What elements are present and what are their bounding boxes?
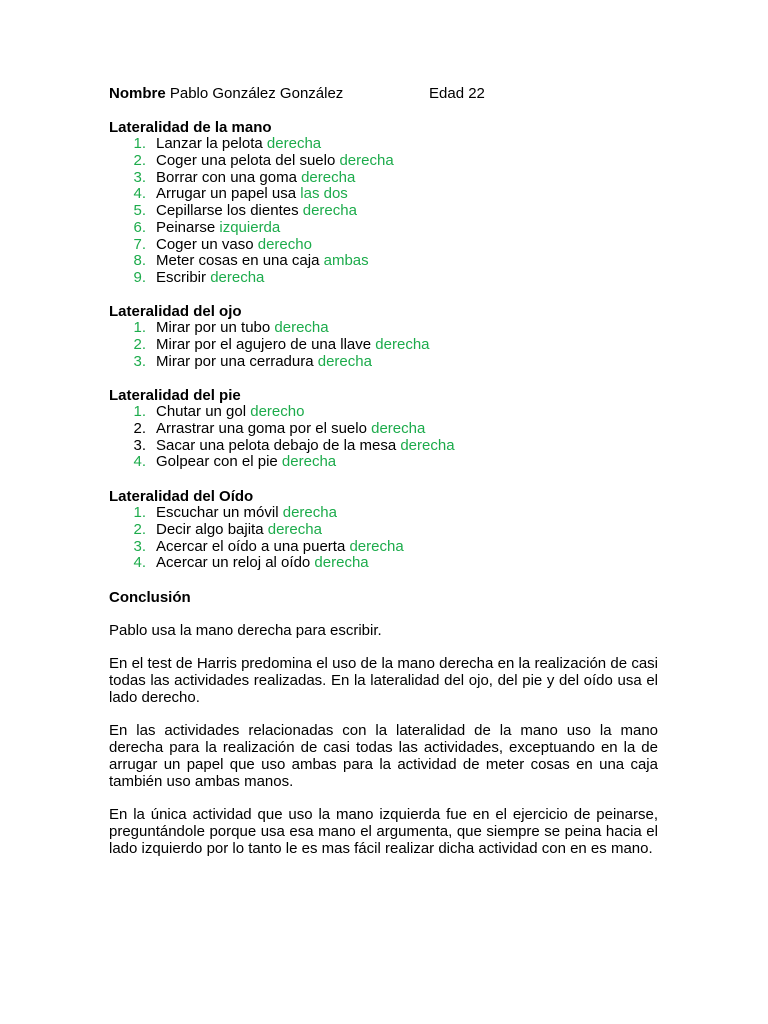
list-item-content (156, 237, 312, 254)
answer-text: izquierda (219, 218, 281, 236)
section-title-mano: Lateralidad de la mano (109, 119, 272, 136)
activity-text: Coger una pelota del suelo (156, 151, 336, 169)
activity-text: Mirar por una cerradura (156, 352, 314, 370)
answer-text: derecha (314, 554, 369, 572)
list-item-number: 3. (133, 436, 146, 454)
activity-text: Lanzar la pelota (156, 135, 263, 152)
list-item-number: 4. (133, 453, 146, 471)
list-item-number: 1. (133, 135, 146, 152)
activity-text: Sacar una pelota debajo de la mesa (156, 436, 397, 454)
list-item-content (156, 404, 304, 421)
list-item-number: 4. (133, 185, 146, 203)
list-item-number: 7. (133, 235, 146, 253)
answer-text: derecha (375, 335, 430, 353)
list-item-number: 3. (133, 537, 146, 555)
list-item-number: 2. (133, 151, 146, 169)
activity-text: Mirar por el agujero de una llave (156, 335, 372, 353)
list-item-number: 2. (133, 520, 146, 538)
list-item-number: 2. (133, 335, 146, 353)
answer-text: derecha (371, 419, 426, 437)
list-item-content (156, 136, 321, 153)
answer-text: derecha (349, 537, 404, 555)
list-item-number: 6. (133, 218, 146, 236)
answer-text: derecha (266, 135, 322, 152)
list-item-content (156, 220, 280, 237)
section-title-pie: Lateralidad del pie (109, 387, 241, 404)
list-item-content (156, 421, 425, 438)
activity-text: Acercar un reloj al oído (156, 554, 311, 572)
activity-text: Golpear con el pie (156, 453, 278, 471)
list-item-content (156, 203, 357, 220)
list-item-number: 5. (133, 202, 146, 219)
list-item-content (156, 555, 369, 572)
list-item-number: 8. (133, 252, 146, 270)
conclusion-paragraph: Pablo usa la mano derecha para escribir. (109, 622, 382, 639)
list-item-content (156, 539, 404, 556)
activity-text: Coger un vaso (156, 235, 254, 253)
list-item-content (156, 270, 264, 287)
answer-text: derecha (274, 319, 329, 336)
list-item-content (156, 438, 455, 455)
answer-text: las dos (300, 185, 348, 203)
header-line (109, 85, 485, 103)
list-item-content (156, 253, 369, 270)
answer-text: derecha (339, 151, 394, 169)
name-label: Nombre (109, 85, 166, 102)
list-item-number: 3. (133, 168, 146, 186)
list-item-content (156, 522, 322, 539)
answer-text: derecha (302, 202, 357, 219)
answer-text: ambas (323, 252, 369, 270)
conclusion-title: Conclusión (109, 589, 191, 606)
list-item-content (156, 505, 337, 522)
section-title-ojo: Lateralidad del ojo (109, 303, 242, 320)
activity-text: Escribir (156, 269, 207, 286)
list-item-content (156, 186, 348, 203)
age-value: Edad 22 (429, 85, 485, 102)
list-item-content (156, 320, 329, 337)
name-value: Pablo González González (169, 85, 344, 102)
activity-text: Acercar el oído a una puerta (156, 537, 346, 555)
list-item-content (156, 337, 430, 354)
list-item-content (156, 354, 372, 371)
activity-text: Cepillarse los dientes (156, 202, 299, 219)
list-item-content (156, 170, 355, 187)
activity-text: Meter cosas en una caja (156, 252, 320, 270)
conclusion-paragraph: En el test de Harris predomina el uso de la mano derecha en la realización de casi todas las actividades realizadas. En la lateralidad del ojo, del pie y del oído usa el lado derecho. (109, 655, 658, 706)
answer-text: derecho (257, 235, 312, 253)
activity-text: Decir algo bajita (156, 520, 264, 538)
list-item-number: 2. (133, 419, 146, 437)
list-item-number: 4. (133, 554, 146, 572)
activity-text: Borrar con una goma (156, 168, 297, 186)
answer-text: derecha (267, 520, 322, 538)
section-title-oido: Lateralidad del Oído (109, 488, 254, 505)
activity-text: Chutar un gol (156, 403, 247, 420)
answer-text: derecha (301, 168, 356, 186)
list-item-content (156, 153, 394, 170)
list-item-number: 9. (133, 269, 146, 286)
list-item-number: 1. (133, 403, 146, 420)
answer-text: derecha (317, 352, 372, 370)
activity-text: Escuchar un móvil (156, 504, 279, 521)
activity-text: Mirar por un tubo (156, 319, 271, 336)
conclusion-paragraph: En la única actividad que uso la mano izquierda fue en el ejercicio de peinarse, preguntándole porque usa esa mano el argumenta, que siempre se peina hacia el lado izquierdo por lo tanto le es mas fácil realizar dicha actividad con en es mano. (109, 806, 658, 857)
answer-text: derecha (281, 453, 337, 471)
answer-text: derecha (210, 269, 265, 286)
conclusion-paragraph: En las actividades relacionadas con la lateralidad de la mano uso la mano derecha para la realización de casi todas las actividades, exceptuando en la de arrugar un papel que uso ambas para la actividad de meter cosas en una caja también uso ambas manos. (109, 722, 658, 790)
list-item-number: 1. (133, 319, 146, 336)
activity-text: Arrastrar una goma por el suelo (156, 419, 367, 437)
answer-text: derecha (400, 436, 455, 454)
activity-text: Arrugar un papel usa (156, 185, 297, 203)
answer-text: derecho (250, 403, 305, 420)
answer-text: derecha (282, 504, 337, 521)
list-item-content (156, 454, 336, 471)
list-item-number: 3. (133, 352, 146, 370)
list-item-number: 1. (133, 504, 146, 521)
activity-text: Peinarse (156, 218, 216, 236)
